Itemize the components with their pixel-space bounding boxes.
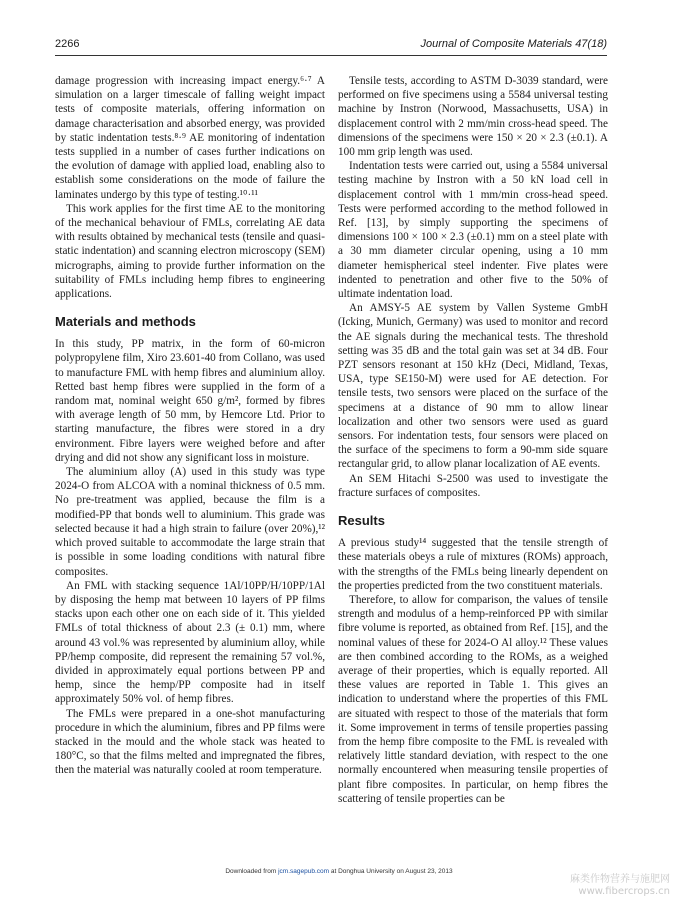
section-heading-materials: Materials and methods	[55, 314, 196, 330]
watermark-line-1: 麻类作物营养与施肥网	[570, 874, 670, 885]
left-column	[55, 74, 325, 778]
footer-prefix: Downloaded from	[225, 868, 279, 875]
watermark-line-2: www.fibercrops.cn	[578, 886, 670, 897]
paragraph: The FMLs were prepared in a one-shot manufacturing procedure in which the aluminium, fibres and PP films were stacked in the mould and the whole stack was heated to 180°C, so that the films melted and impregnated the fibres, then the material was naturally cooled at room temperature.	[55, 707, 325, 777]
paragraph: A previous study¹⁴ suggested that the tensile strength of these materials obeys a rule of mixtures (ROMs) approach, with the strengths of the FMLs being linearly dependent on the properties predicted from the two constituent materials.	[338, 537, 608, 592]
footer-link[interactable]: jcm.sagepub.com	[278, 868, 330, 875]
right-column	[338, 74, 608, 806]
paragraph: An SEM Hitachi S-2500 was used to investigate the fracture surfaces of composites.	[338, 472, 608, 499]
paragraph: In this study, PP matrix, in the form of 60-micron polypropylene film, Xiro 23.601-40 from Collano, was used to manufacture FML with hemp fibres and aluminium alloy. Retted bast hemp fibres were supplied in the form of a random mat, nominal weight 650 g/m², formed by fibres with average length of 50 mm, by Hemcore Ltd. Prior to starting manufacture, the fibres were stored in a dry environment. Fibre layers were weighed before and after drying and did not show any significant loss in moisture.	[55, 338, 325, 464]
section-heading-results: Results	[338, 513, 385, 529]
watermark	[570, 874, 670, 898]
paragraph: Tensile tests, according to ASTM D-3039 standard, were performed on five specimens using a 5584 universal testing machine by Instron (Norwood, Massachusetts, USA) in displacement control with 2 mm/min cross-head speed. The dimensions of the specimens were 150 × 20 × 2.3 (±0.1). A 100 mm grip length was used.	[338, 75, 608, 159]
page-number: 2266	[55, 38, 80, 50]
paragraph: The aluminium alloy (A) used in this study was type 2024-O from ALCOA with a nominal thickness of 0.5 mm. No pre-treatment was applied, because the film is a modified-PP that bonds well to aluminium. This grade was selected because it had a high strain to failure (over 20%),¹² which proved suitable to accommodate the large strain that is possible in some loading conditions with natural fibre composites.	[55, 466, 325, 578]
paragraph: An AMSY-5 AE system by Vallen Systeme GmbH (Icking, Munich, Germany) was used to monitor and record the AE signals during the mechanical tests. The threshold setting was 35 dB and the total gain was set at 34 dB. Four PZT sensors resonant at 150 kHz (Deci, Midland, Texas, USA, type SE150-M) were used for AE detection. For tensile tests, two sensors were placed on the surface of the specimens at a distance of 90 mm to allow linear localization and other two sensors were used as guard sensors. For indentation tests, four sensors were placed on the surface of the specimens to form a 90-mm side square rectangular grid, to allow planar localization of AE events.	[338, 302, 608, 471]
footer-suffix: at Donghua University on August 23, 2013	[329, 868, 453, 875]
paragraph: Indentation tests were carried out, using a 5584 universal testing machine by Instron with a 50 kN load cell in displacement control with 1 mm/min cross-head speed. Tests were performed according to the method followed in Ref. [13], by simply supporting the specimens of dimensions 100 × 100 × 2.3 (±0.1) mm on a steel plate with a 30 mm diameter circular opening, using a 10 mm diameter hemispherical steel indenter. Five plates were indented to penetration and other five to the 50% of ultimate indentation load.	[338, 160, 608, 301]
paragraph: An FML with stacking sequence 1Al/10PP/H/10PP/1Al by disposing the hemp mat between 10 layers of PP films stacks upon each other one on each side of it. This yielded FMLs of total thickness of about 2.3 (± 0.1) mm, where around 43 vol.% was represented by aluminium alloy, while PP/hemp composite, did represent the remaining 57 vol.%, divided in approximately equal portions between PP and hemp, since the hemp/PP composite had in itself approximately 50% vol. of hemp fibres.	[55, 579, 325, 706]
paragraph: Therefore, to allow for comparison, the values of tensile strength and modulus of a hemp-reinforced PP with similar fibre volume is reported, as obtained from Ref. [15], and the nominal values of these for 2024-O Al alloy.¹² These values are then combined according to the ROMs, as a weighed average of their properties, which is equally reported. All these values are reported in Table 1. This gives an indication to understand where the properties of this FML are situated with respect to those of the materials that form it. Some improvement in terms of tensile properties passing from the hemp fibre composite to the FML is revealed with relatively little standard deviation, with respect to the one normally encountered when measuring tensile properties of plant fibre composites. In particular, on hemp fibres the scattering of tensile properties can be	[338, 593, 608, 805]
paragraph: This work applies for the first time AE to the monitoring of the mechanical behaviour of FMLs, correlating AE data with results obtained by mechanical tests (tensile and quasi-static indentation) and scanning electron microscopy (SEM) micrographs, aiming to provide further information on the suitability of FMLs including hemp fibres to engineering applications.	[55, 202, 325, 301]
paragraph: damage progression with increasing impact energy.⁶·⁷ A simulation on a larger timescale of falling weight impact tests of composite materials, offering information on damage characterisation and absorbed energy, was provided by static indentation tests.⁸·⁹ AE monitoring of indentation tests supplied in a number of cases further indications on the evolution of damage with applied load, enabling also to establish some considerations on the mode of failure the laminates undergo by this type of testing.¹⁰·¹¹	[55, 75, 325, 201]
journal-citation: Journal of Composite Materials 47(18)	[420, 38, 607, 50]
header-divider	[55, 55, 607, 56]
running-header	[55, 38, 607, 54]
